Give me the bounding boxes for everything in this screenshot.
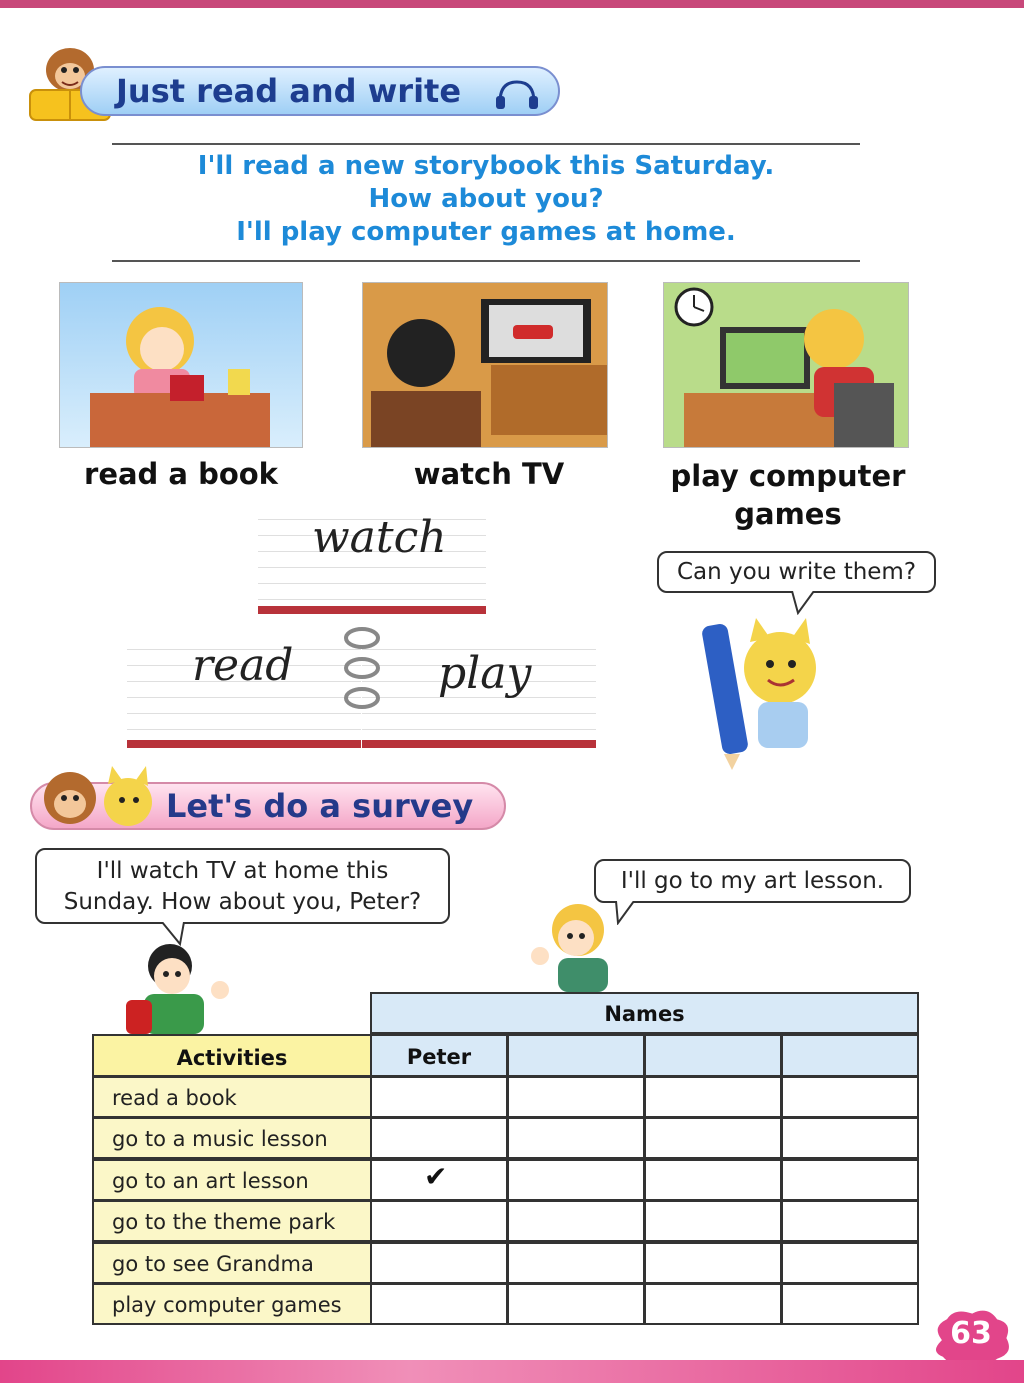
activity-label: go to a music lesson bbox=[112, 1127, 328, 1151]
notebook-word-read: read bbox=[192, 640, 294, 691]
name-column-1[interactable] bbox=[370, 1034, 508, 1077]
caption-watch-tv: watch TV bbox=[413, 457, 565, 491]
name-label: Peter bbox=[406, 1045, 472, 1069]
bottom-band bbox=[0, 1360, 1024, 1383]
name-column-3[interactable] bbox=[644, 1034, 782, 1077]
caption-line: games bbox=[734, 497, 842, 531]
picture-read-a-book bbox=[59, 282, 303, 448]
bubble-text: I'll watch TV at home this bbox=[96, 858, 389, 884]
survey-cell[interactable] bbox=[781, 1159, 919, 1201]
activity-label: read a book bbox=[112, 1086, 237, 1110]
survey-cell[interactable] bbox=[781, 1117, 919, 1159]
section-title: Just read and write bbox=[116, 72, 462, 110]
survey-cell[interactable] bbox=[781, 1200, 919, 1242]
picture-play-computer-games bbox=[663, 282, 909, 448]
picture-watch-tv bbox=[362, 282, 608, 448]
notebook-word-watch: watch bbox=[312, 512, 447, 563]
notebook-ring-icon bbox=[338, 620, 386, 716]
survey-cell[interactable] bbox=[507, 1117, 645, 1159]
caption-line: play computer bbox=[670, 459, 906, 493]
section-title: Let's do a survey bbox=[166, 787, 474, 825]
survey-cell[interactable] bbox=[644, 1159, 782, 1201]
monkey-and-cat-icon bbox=[30, 762, 166, 834]
activity-label: play computer games bbox=[112, 1293, 342, 1317]
activity-label: go to an art lesson bbox=[112, 1169, 309, 1193]
reading-line: I'll play computer games at home. bbox=[236, 217, 736, 247]
girl-waving-icon bbox=[122, 942, 234, 1034]
name-column-2[interactable] bbox=[507, 1034, 645, 1077]
survey-cell[interactable] bbox=[370, 1117, 508, 1159]
survey-cell[interactable] bbox=[507, 1242, 645, 1284]
section-banner-read-write bbox=[80, 66, 560, 116]
activity-label: go to the theme park bbox=[112, 1210, 336, 1234]
survey-cell[interactable] bbox=[507, 1200, 645, 1242]
bubble-text: I'll go to my art lesson. bbox=[620, 868, 885, 894]
divider-bottom bbox=[112, 260, 860, 262]
activity-label: go to see Grandma bbox=[112, 1252, 314, 1276]
bubble-tail bbox=[790, 591, 820, 615]
caption-read-a-book: read a book bbox=[84, 457, 278, 491]
table-header-names bbox=[370, 992, 919, 1034]
divider-top bbox=[112, 143, 860, 145]
activity-row bbox=[92, 1242, 372, 1284]
boy-waving-icon bbox=[526, 900, 612, 992]
reading-line: How about you? bbox=[368, 184, 604, 214]
survey-cell[interactable] bbox=[781, 1076, 919, 1118]
reading-line: I'll read a new storybook this Saturday. bbox=[197, 151, 775, 181]
page-number: 63 bbox=[950, 1316, 992, 1351]
notebook-word-play: play bbox=[438, 648, 532, 699]
table-header-activities bbox=[92, 1034, 372, 1077]
speech-bubble-cat bbox=[657, 551, 936, 593]
speech-bubble-boy bbox=[594, 859, 911, 903]
survey-cell[interactable] bbox=[644, 1076, 782, 1118]
survey-cell[interactable] bbox=[370, 1242, 508, 1284]
cat-with-pencil-icon bbox=[700, 614, 826, 770]
survey-cell[interactable] bbox=[507, 1076, 645, 1118]
caption-play-computer-games bbox=[650, 457, 926, 533]
survey-cell[interactable] bbox=[644, 1242, 782, 1284]
headphones-icon bbox=[494, 78, 540, 110]
top-band bbox=[0, 0, 1024, 8]
activity-row bbox=[92, 1159, 372, 1201]
name-column-4[interactable] bbox=[781, 1034, 919, 1077]
header-label: Activities bbox=[176, 1046, 288, 1070]
bubble-text: Sunday. How about you, Peter? bbox=[63, 889, 422, 915]
bubble-tail bbox=[612, 901, 642, 925]
speech-bubble-girl bbox=[35, 848, 450, 924]
survey-cell[interactable] bbox=[644, 1117, 782, 1159]
survey-cell[interactable] bbox=[644, 1283, 782, 1325]
activity-row bbox=[92, 1283, 372, 1325]
survey-cell[interactable] bbox=[781, 1242, 919, 1284]
activity-row bbox=[92, 1076, 372, 1118]
survey-cell[interactable] bbox=[507, 1283, 645, 1325]
activity-row bbox=[92, 1117, 372, 1159]
survey-cell[interactable] bbox=[644, 1200, 782, 1242]
survey-cell[interactable] bbox=[781, 1283, 919, 1325]
header-label: Names bbox=[604, 1002, 685, 1026]
bubble-text: Can you write them? bbox=[676, 559, 917, 585]
survey-cell[interactable] bbox=[370, 1283, 508, 1325]
survey-cell[interactable] bbox=[370, 1076, 508, 1118]
survey-cell[interactable] bbox=[370, 1200, 508, 1242]
check-mark-icon: ✔ bbox=[424, 1160, 448, 1193]
reading-passage bbox=[112, 150, 860, 249]
activity-row bbox=[92, 1200, 372, 1242]
survey-cell[interactable] bbox=[507, 1159, 645, 1201]
